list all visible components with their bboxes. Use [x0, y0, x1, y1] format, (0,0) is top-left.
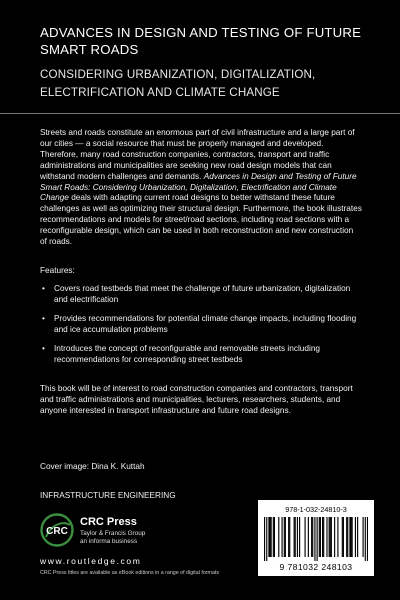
crc-logo-text: CRC: [46, 526, 68, 537]
barcode-bar: [295, 517, 296, 557]
barcode-bar: [299, 517, 300, 557]
barcode-bar: [294, 517, 295, 557]
barcode-bar: [264, 517, 265, 561]
barcode-bar: [274, 517, 275, 557]
divider: [0, 113, 400, 114]
publisher-business: an informa business: [80, 538, 138, 545]
barcode-bar: [266, 517, 267, 561]
barcode-bar: [330, 517, 331, 557]
description-part-1: Streets and roads constitute an enormous part of civil infrastructure and a large part of our cities — a social resource that must be properly managed and developed. Therefore, many road construction companies, contractors, transport and traffic administrations and municipalities are seeking new road design models that can withstand modern challenges and demands.: [40, 128, 355, 181]
feature-item: • Covers road testbeds that meet the challenge of future urbanization, digitalization and electrification: [40, 284, 362, 306]
barcode-bar: [314, 517, 315, 561]
barcode-bar: [346, 517, 347, 557]
barcode-bar: [343, 517, 344, 557]
barcode-bar: [271, 517, 272, 557]
barcode-bar: [285, 517, 286, 557]
barcode-bar: [268, 517, 269, 557]
barcode-bar: [278, 517, 279, 557]
feature-item: • Introduces the concept of reconfigurable and removable streets including recommendations for corresponding street testbeds: [40, 344, 362, 366]
cover-credit: Cover image: Dina K. Kuttah: [40, 462, 145, 471]
ebook-note: CRC Press titles are available as eBook editions in a range of digital formats: [40, 570, 220, 576]
barcode-bar: [357, 517, 358, 557]
barcode-bar: [288, 517, 289, 557]
barcode-bar: [355, 517, 356, 557]
publisher-name: CRC Press: [80, 516, 137, 528]
barcode-bar: [350, 517, 351, 557]
description-part-2: deals with adapting current road designs to better withstand these future challenges as well as optimizing their structural design. Furthermore, the book illustrates recommendations and models for street/road sections, including road sections with a reconfigurable design, which can be used in both reconstruction and new construction of roads.: [40, 193, 362, 247]
description-paragraph: [40, 128, 362, 248]
crc-logo-icon: [40, 513, 74, 547]
barcode-bar: [329, 517, 330, 557]
barcode-bar: [337, 517, 338, 557]
barcode-bars: [264, 517, 368, 561]
features-list: [40, 284, 362, 373]
barcode-bar: [320, 517, 321, 557]
barcode-bar: [326, 517, 327, 557]
audience-paragraph: This book will be of interest to road construction companies and contractors, transport and traffic administrations and municipalities, lecturers, researchers, students, and anyone interested in transport infrastructure and future road designs.: [40, 384, 353, 415]
description-book-title: Advances in Design and Testing of Future Smart Roads: Considering Urbanization, Digitalization, Electrification and Climate Change: [40, 171, 357, 203]
barcode-bar: [319, 517, 320, 557]
barcode-bar: [365, 517, 366, 561]
isbn-barcode: [258, 500, 374, 576]
barcode-bar: [334, 517, 335, 557]
barcode-bar: [311, 517, 312, 557]
barcode-bar: [317, 517, 318, 561]
barcode-bar: [349, 517, 350, 557]
features-label: Features:: [40, 266, 75, 275]
barcode-bar: [363, 517, 364, 557]
barcode-bar: [269, 517, 270, 557]
barcode-digits: 9 781032 248103: [279, 562, 353, 572]
book-subtitle: CONSIDERING URBANIZATION, DIGITALIZATION, ELECTRIFICATION AND CLIMATE CHANGE: [40, 68, 316, 99]
barcode-bar: [305, 517, 306, 557]
feature-item: • Provides recommendations for potential climate change impacts, including flooding and ice accumulation problems: [40, 314, 362, 336]
isbn-number: 978-1-032-24810-3: [285, 505, 347, 514]
barcode-bar: [289, 517, 290, 557]
barcode-bar: [367, 517, 368, 561]
barcode-bar: [284, 517, 285, 557]
barcode-bar: [323, 517, 324, 557]
barcode-bar: [297, 517, 298, 557]
barcode-bar: [308, 517, 309, 557]
barcode-bar: [347, 517, 348, 557]
barcode-bar: [342, 517, 343, 557]
barcode-bar: [282, 517, 283, 557]
publisher-logo: [40, 513, 290, 553]
publisher-website: www.routledge.com: [40, 556, 142, 566]
barcode-bar: [331, 517, 332, 557]
barcode-bar: [273, 517, 274, 557]
barcode-bar: [322, 517, 323, 557]
book-title: ADVANCES IN DESIGN AND TESTING OF FUTURE SMART ROADS: [40, 25, 362, 57]
barcode-bar: [352, 517, 353, 557]
publisher-group: Taylor & Francis Group: [80, 530, 146, 537]
barcode-bar: [312, 517, 313, 557]
series-name: INFRASTRUCTURE ENGINEERING: [40, 491, 176, 500]
